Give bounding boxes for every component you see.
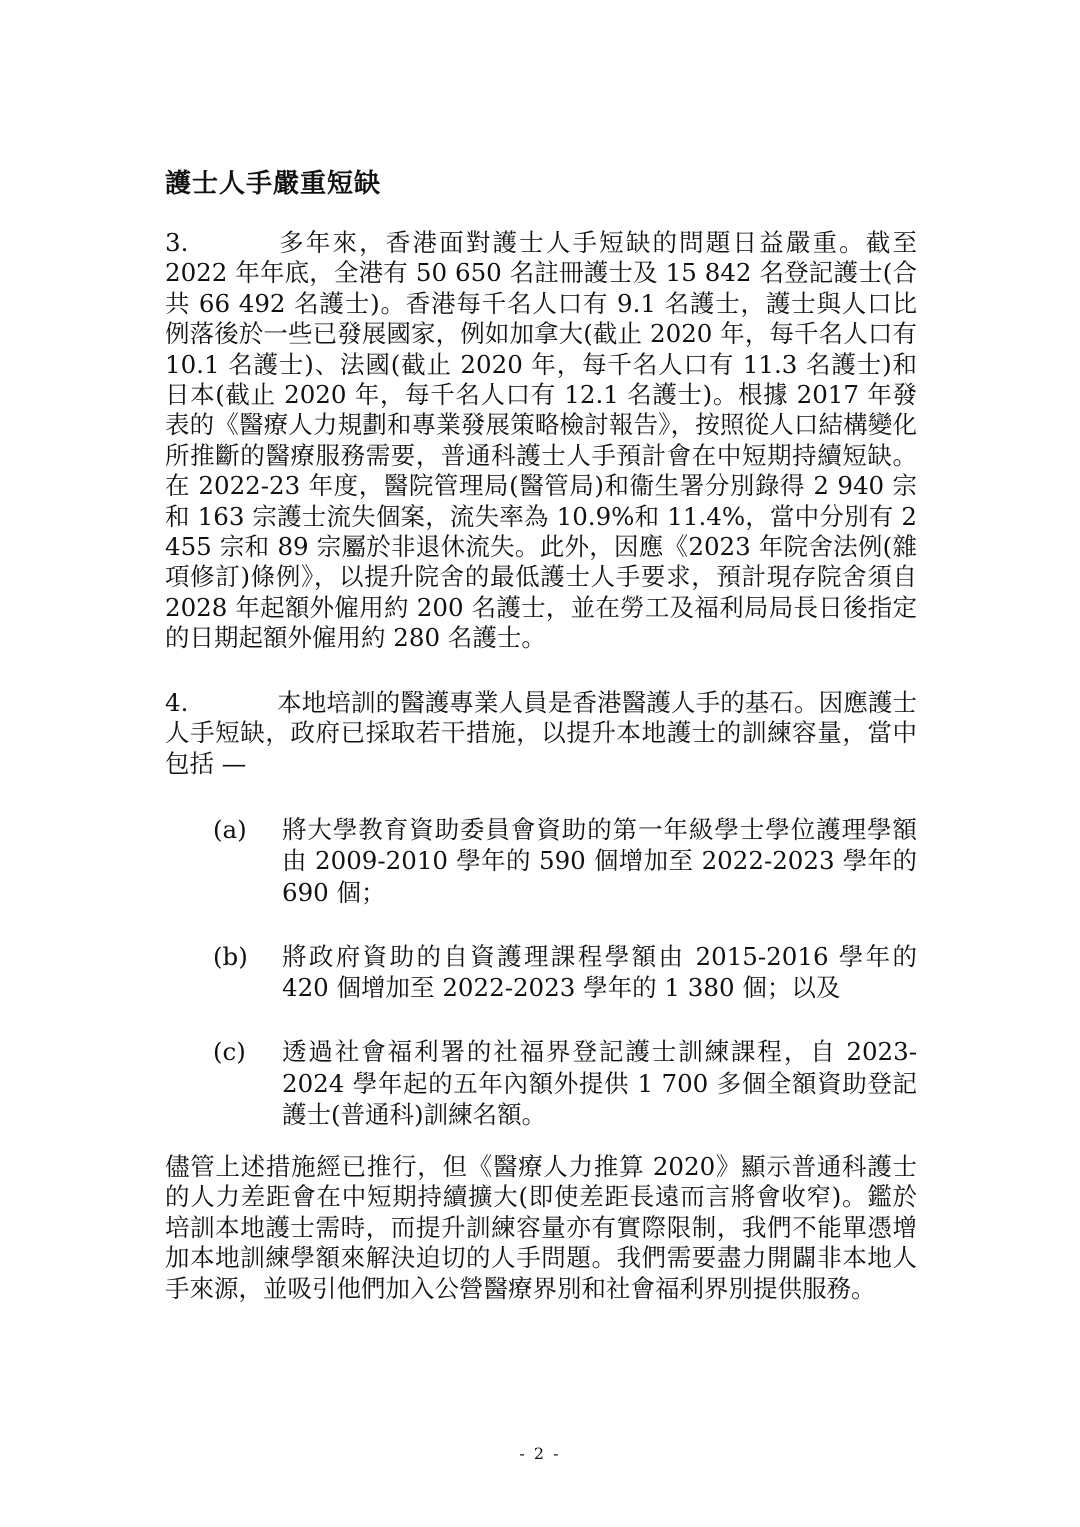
paragraph-number: 3.	[165, 228, 189, 257]
list-marker: (b)	[213, 941, 248, 971]
paragraph-number: 4.	[165, 688, 189, 717]
list-item	[165, 941, 917, 1004]
list-item	[165, 1036, 917, 1130]
paragraph-4	[165, 688, 917, 779]
measures-list	[165, 814, 917, 1163]
list-item-text: 將大學教育資助委員會資助的第一年級學士學位護理學額由 2009-2010 學年的 590 個增加至 2022-2023 學年的 690 個；	[282, 815, 917, 907]
list-marker: (c)	[213, 1037, 246, 1067]
page-number: - 2 -	[519, 1444, 561, 1463]
list-item-text: 將政府資助的自資護理課程學額由 2015-2016 學年的 420 個增加至 2022-2023 學年的 1 380 個；以及	[282, 941, 917, 1003]
paragraph-3	[165, 228, 917, 654]
section-heading: 護士人手嚴重短缺	[165, 169, 382, 199]
closing-paragraph: 儘管上述措施經已推行，但《醫療人力推算 2020》顯示普通科護士的人力差距會在中短期持續擴大(即使差距長遠而言將會收窄)。鑑於培訓本地護士需時，而提升訓練容量亦有實際限制，我們不能單憑增加本地訓練學額來解決迫切的人手問題。我們需要盡力開闢非本地人手來源，並吸引他們加入公營醫療界別和社會福利界別提供服務。	[165, 1152, 917, 1303]
list-item	[165, 814, 917, 908]
paragraph-text: 多年來，香港面對護士人手短缺的問題日益嚴重。截至 2022 年年底，全港有 50 650 名註冊護士及 15 842 名登記護士(合共 66 492 名護士)。香港每千名人口有 9.1 名護士，護士與人口比例落後於一些已發展國家，例如加拿大(截止 2020 年，每千名人口有 10.1 名護士)、法國(截止 2020 年，每千名人口有 11.3 名護士)和日本(截止 2020 年，每千名人口有 12.1 名護士)。根據 2017 年發表的《醫療人力規劃和專業發展策略檢討報告》，按照從人口結構變化所推斷的醫療服務需要，普通科護士人手預計會在中短期持續短缺。在 2022-23 年度，醫院管理局(醫管局)和衞生署分別錄得 2 940 宗和 163 宗護士流失個案，流失率為 10.9%和 11.4%，當中分別有 2 455 宗和 89 宗屬於非退休流失。此外，因應《2023 年院舍法例(雜項修訂)條例》，以提升院舍的最低護士人手要求，預計現存院舍須自 2028 年起額外僱用約 200 名護士，並在勞工及福利局局長日後指定的日期起額外僱用約 280 名護士。	[165, 228, 917, 653]
list-marker: (a)	[213, 815, 247, 844]
list-item-text: 透過社會福利署的社福界登記護士訓練課程，自 2023-2024 學年起的五年內額外提供 1 700 多個全額資助登記護士(普通科)訓練名額。	[282, 1037, 917, 1130]
paragraph-text: 本地培訓的醫護專業人員是香港醫護人手的基石。因應護士人手短缺，政府已採取若干措施，以提升本地護士的訓練容量，當中包括 —	[165, 688, 917, 778]
